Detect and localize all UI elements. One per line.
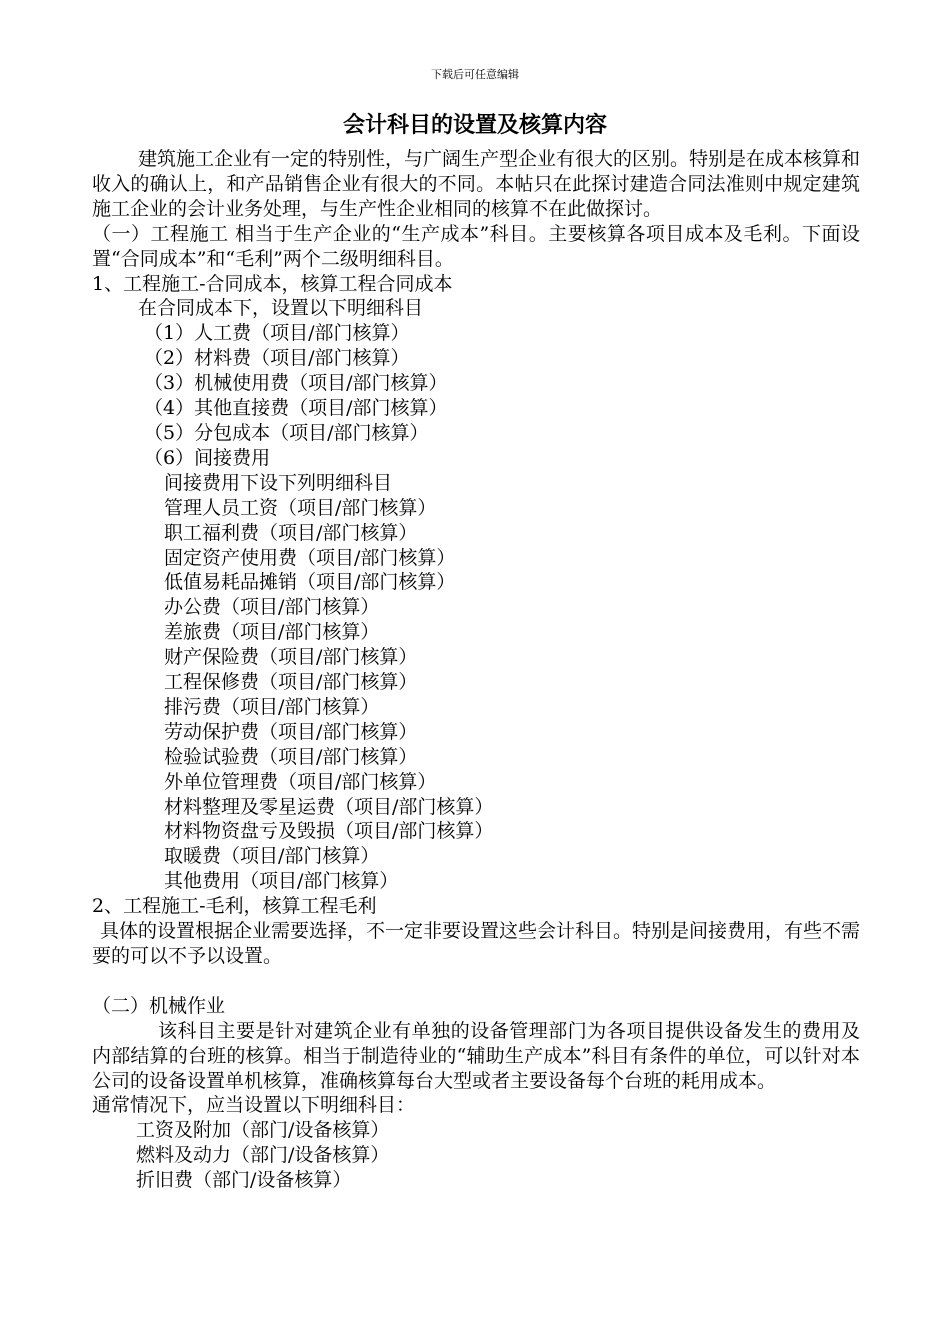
section1-heading: （一）工程施工 相当于生产企业的“生产成本”科目。主要核算各项目成本及毛利。下面设置“合同成本”和“毛利”两个二级明细科目。 <box>92 222 860 270</box>
document-title: 会计科目的设置及核算内容 <box>342 112 607 138</box>
indirect-item: 排污费（项目/部门核算） <box>164 695 380 718</box>
indirect-item: 其他费用（项目/部门核算） <box>164 870 399 893</box>
indirect-item: 职工福利费（项目/部门核算） <box>164 521 418 544</box>
machine-item: 燃料及动力（部门/设备核算） <box>136 1144 390 1167</box>
machine-item: 折旧费（部门/设备核算） <box>136 1169 352 1192</box>
section1-note: 具体的设置根据企业需要选择，不一定非要设置这些会计科目。特别是间接费用，有些不需要的可以不予以设置。 <box>92 920 861 967</box>
list-item: （1）人工费（项目/部门核算） <box>144 322 410 345</box>
indirect-item: 间接费用下设下列明细科目 <box>164 471 393 494</box>
list-item: （3）机械使用费（项目/部门核算） <box>144 372 448 395</box>
list-item: （6）间接费用 <box>144 446 271 469</box>
indirect-item: 材料物资盘亏及毁损（项目/部门核算） <box>164 820 494 843</box>
indirect-item: 财产保险费（项目/部门核算） <box>164 646 418 669</box>
intro-paragraph: 建筑施工企业有一定的特别性，与广阔生产型企业有很大的区别。特别是在成本核算和收入的确认上，和产品销售企业有很大的不同。本帖只在此探讨建造合同法准则中规定建筑施工企业的会计业务处理，与生产性企业相同的核算不在此做探讨。 <box>92 148 861 220</box>
indirect-item: 材料整理及零星运费（项目/部门核算） <box>164 795 494 818</box>
section1-item2: 2、工程施工-毛利，核算工程毛利 <box>92 895 377 918</box>
document-body <box>92 147 860 1193</box>
section2-lead: 通常情况下，应当设置以下明细科目： <box>92 1094 416 1117</box>
section1-item1-sub: 在合同成本下，设置以下明细科目 <box>138 297 424 320</box>
indirect-item: 工程保修费（项目/部门核算） <box>164 671 418 694</box>
indirect-item: 劳动保护费（项目/部门核算） <box>164 720 418 743</box>
indirect-item: 固定资产使用费（项目/部门核算） <box>164 546 456 569</box>
blank-line <box>92 969 860 994</box>
indirect-item: 管理人员工资（项目/部门核算） <box>164 496 437 519</box>
indirect-item: 低值易耗品摊销（项目/部门核算） <box>164 571 456 594</box>
section2-desc: 该科目主要是针对建筑企业有单独的设备管理部门为各项目提供设备发生的费用及内部结算的台班的核算。相当于制造待业的“辅助生产成本”科目有条件的单位，可以针对本公司的设备设置单机核算，准确核算每台大型或者主要设备每个台班的耗用成本。 <box>92 1019 860 1092</box>
indirect-item: 外单位管理费（项目/部门核算） <box>164 770 437 793</box>
list-item: （4）其他直接费（项目/部门核算） <box>144 397 448 420</box>
indirect-item: 取暖费（项目/部门核算） <box>164 845 380 868</box>
indirect-item: 办公费（项目/部门核算） <box>164 596 380 619</box>
machine-item: 工资及附加（部门/设备核算） <box>136 1119 390 1142</box>
section1-item1: 1、工程施工-合同成本，核算工程合同成本 <box>92 272 453 295</box>
list-item: （5）分包成本（项目/部门核算） <box>144 421 429 444</box>
indirect-item: 检验试验费（项目/部门核算） <box>164 745 418 768</box>
list-item: （2）材料费（项目/部门核算） <box>144 347 410 370</box>
indirect-item: 差旅费（项目/部门核算） <box>164 621 380 644</box>
header-note: 下载后可任意编辑 <box>431 68 519 81</box>
section2-heading: （二）机械作业 <box>92 994 226 1017</box>
